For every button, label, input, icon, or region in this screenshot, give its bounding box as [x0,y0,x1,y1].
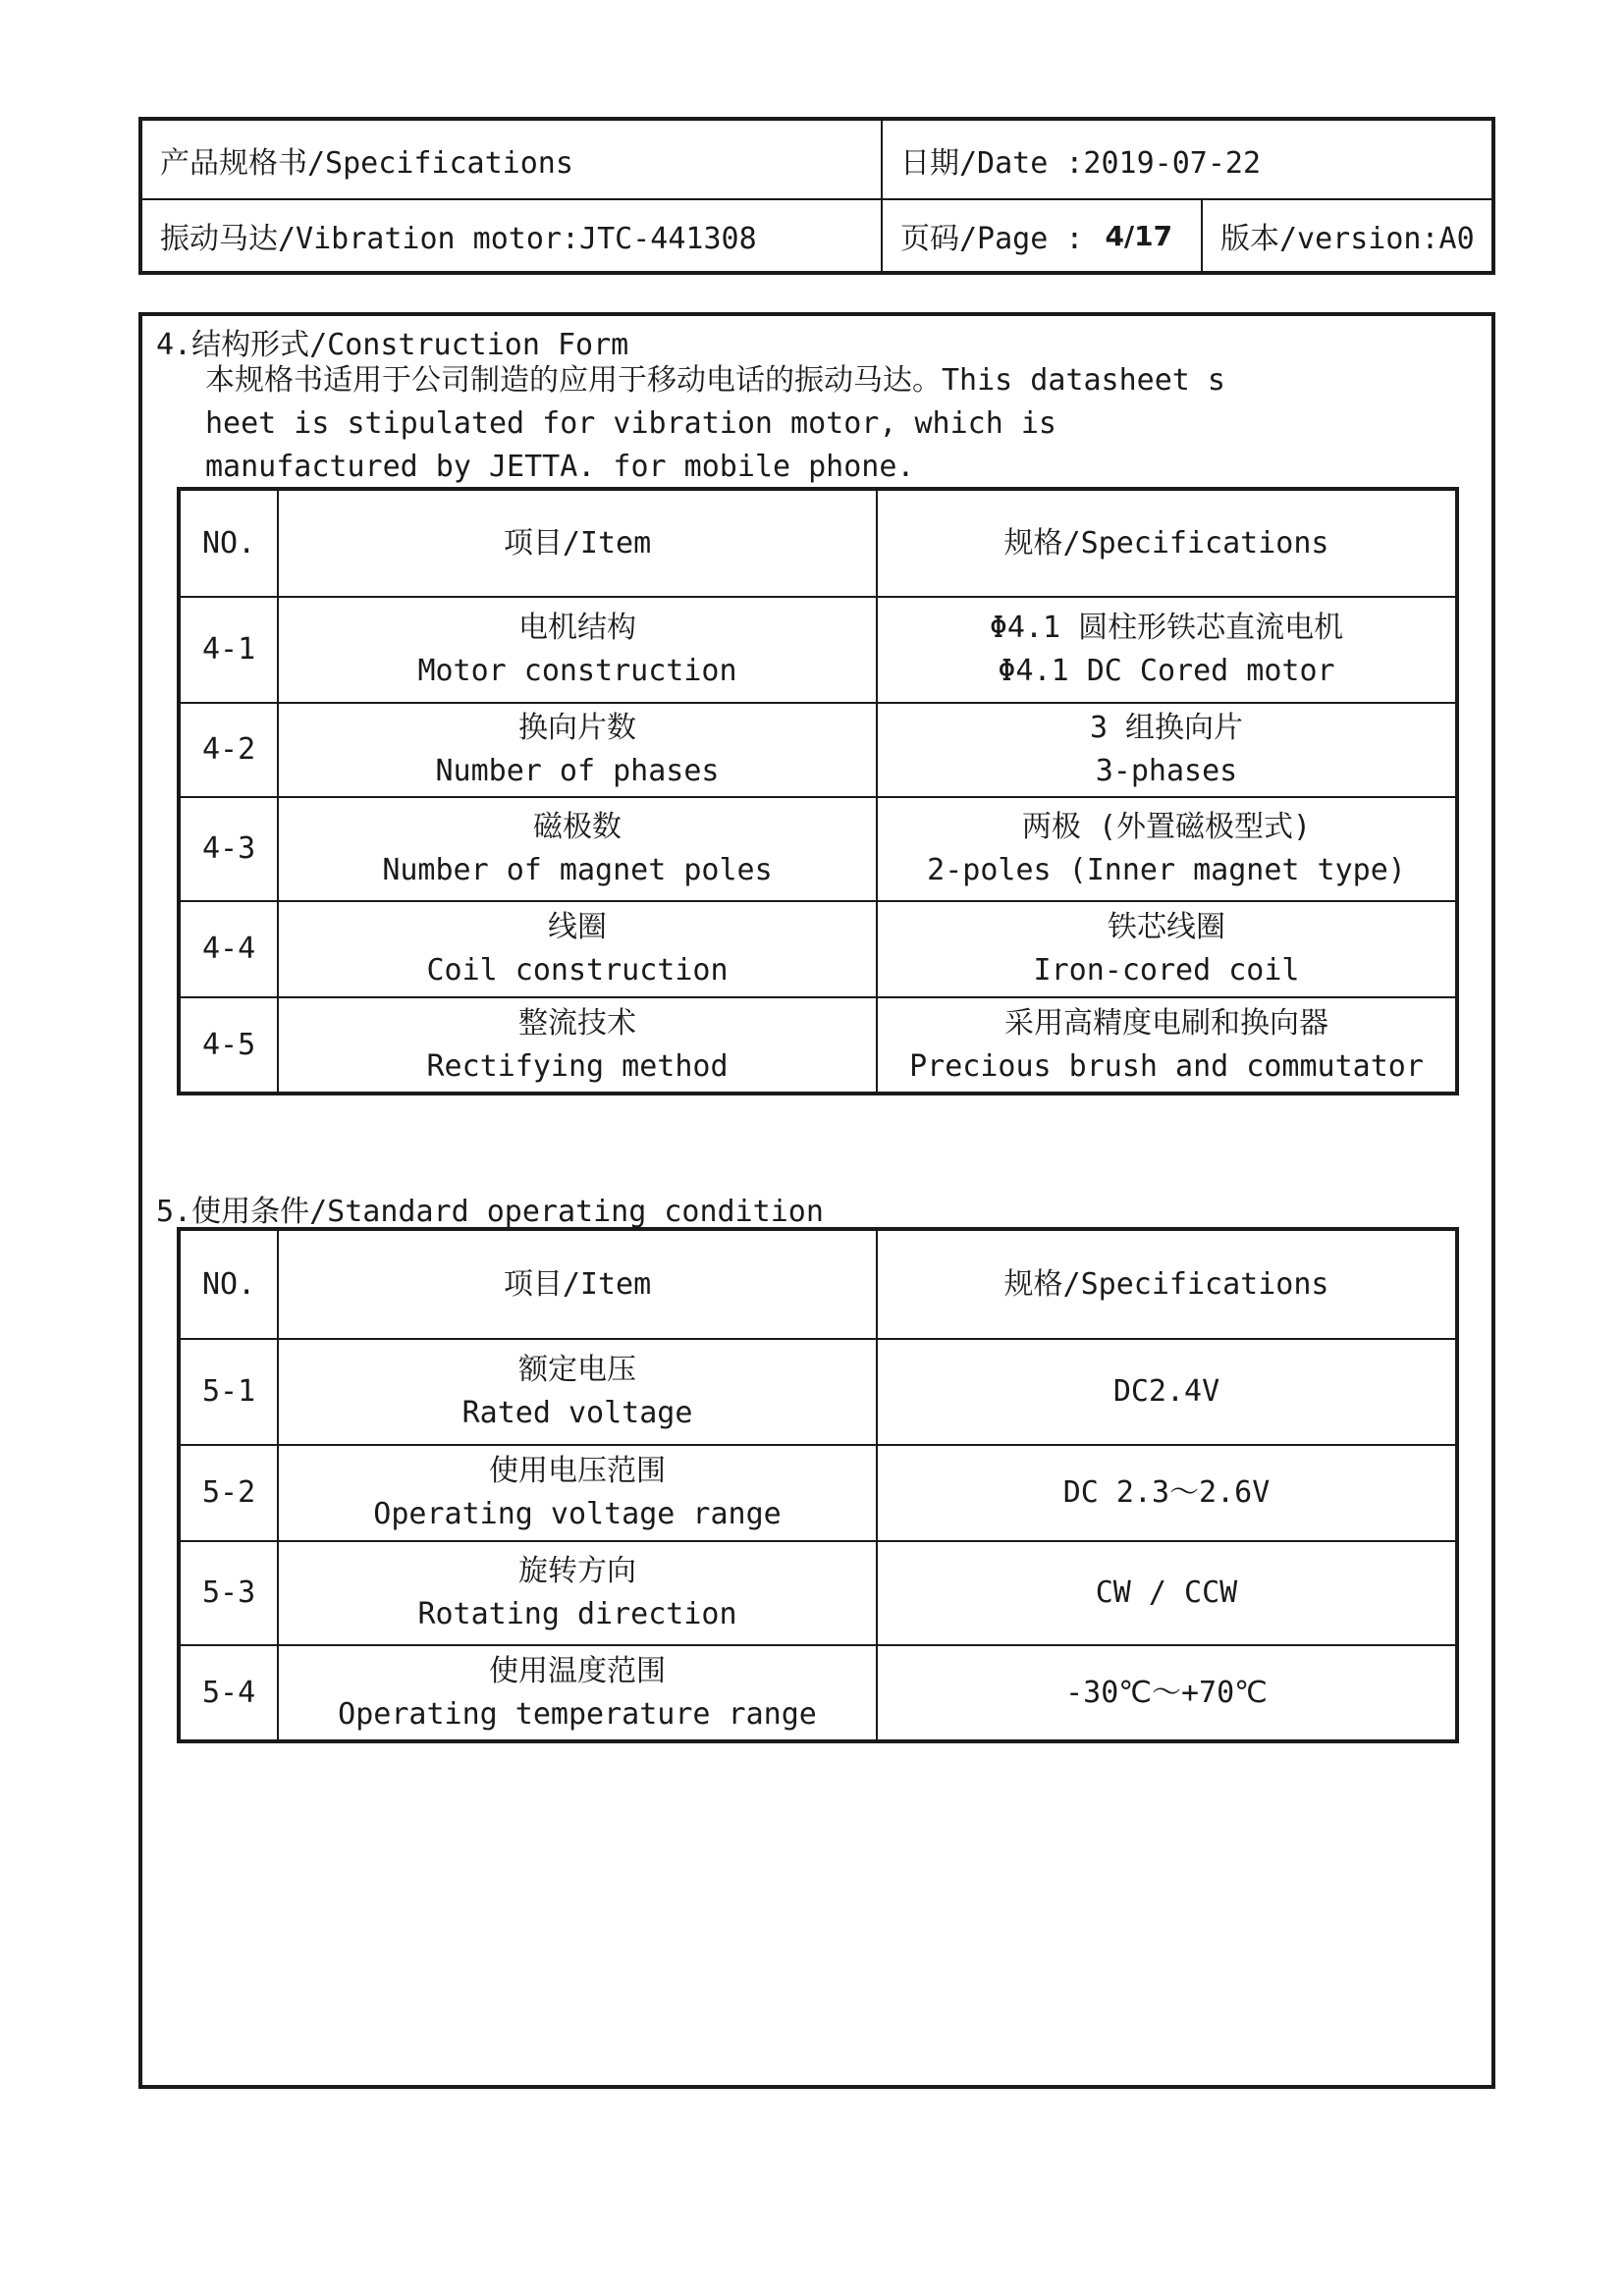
item-en: Operating voltage range [373,1497,782,1531]
row-spec [877,597,1457,703]
page-label: 页码/Page : [900,222,1084,256]
document-header [138,117,1495,275]
item-en: Operating temperature range [338,1696,817,1732]
row-item [278,597,877,703]
row-item [278,1339,877,1445]
table-row [179,901,1457,997]
col-no-header: NO. [179,489,278,597]
item-en: Motor construction [417,654,737,688]
item-en: Rated voltage [461,1396,693,1430]
row-spec: -30℃～+70℃ [877,1645,1457,1741]
spec-cn: 两极 (外置磁极型式) [1021,810,1312,844]
col-spec-header: 规格/Specifications [877,1229,1457,1339]
product-name: 振动马达/Vibration motor:JTC-441308 [160,222,757,256]
row-item [278,1645,877,1741]
version-field: 版本/version:A0 [1220,222,1475,256]
table-row [179,1541,1457,1645]
col-item-header: 项目/Item [278,1229,877,1339]
item-cn: 使用电压范围 [489,1454,666,1488]
table-row [179,1645,1457,1741]
table-row [179,597,1457,703]
spec-en: Precious brush and commutator [909,1048,1424,1084]
spec-cn: 铁芯线圈 [1108,910,1225,944]
item-en: Rotating direction [417,1597,737,1631]
row-no: 4-2 [179,703,278,797]
spec-title: 产品规格书/Specifications [160,145,573,181]
item-cn: 电机结构 [518,611,636,645]
spec-en: Φ4.1 DC Cored motor [998,654,1335,688]
item-cn: 旋转方向 [518,1554,636,1588]
item-en: Number of magnet poles [382,853,773,887]
table-header-row [179,489,1457,597]
item-cn: 线圈 [548,910,607,944]
table-row [179,997,1457,1094]
spec-cn: 3 组换向片 [1089,711,1244,745]
row-no: 4-1 [179,597,278,703]
spec-cn: Φ4.1 圆柱形铁芯直流电机 [989,611,1344,645]
section-5-title: 5.使用条件/Standard operating condition [156,1195,824,1229]
section-4-intro [205,359,1225,489]
row-item [278,797,877,901]
row-spec: DC2.4V [877,1339,1457,1445]
item-cn: 额定电压 [518,1353,636,1387]
row-spec [877,901,1457,997]
intro-line: manufactured by JETTA. for mobile phone. [205,450,915,484]
row-item [278,901,877,997]
item-cn: 磁极数 [533,810,622,844]
intro-line: heet is stipulated for vibration motor, which is [205,406,1056,441]
construction-table [177,487,1459,1095]
row-spec [877,703,1457,797]
item-cn: 整流技术 [518,1005,636,1041]
date-field: 日期/Date :2019-07-22 [900,145,1262,181]
header-vdivider [881,121,883,271]
table-row [179,797,1457,901]
row-item [278,1445,877,1541]
row-spec [877,797,1457,901]
row-no: 5-1 [179,1339,278,1445]
spec-en: 3-phases [1095,754,1238,788]
col-item-header: 项目/Item [278,489,877,597]
operating-condition-table [177,1227,1459,1743]
col-spec-header: 规格/Specifications [877,489,1457,597]
row-spec: DC 2.3～2.6V [877,1445,1457,1541]
row-no: 5-2 [179,1445,278,1541]
row-item [278,703,877,797]
spec-en: 2-poles (Inner magnet type) [927,853,1406,887]
col-no-header: NO. [179,1229,278,1339]
spec-en: Iron-cored coil [1033,953,1300,988]
row-spec [877,997,1457,1094]
row-item [278,997,877,1094]
intro-line: 本规格书适用于公司制造的应用于移动电话的振动马达。This datasheet s [205,363,1225,398]
item-cn: 换向片数 [518,711,636,745]
row-spec: CW / CCW [877,1541,1457,1645]
table-row [179,1445,1457,1541]
table-row [179,703,1457,797]
section-4-title: 4.结构形式/Construction Form [156,328,629,362]
row-item [278,1541,877,1645]
item-en: Number of phases [435,754,720,788]
item-cn: 使用温度范围 [489,1653,666,1688]
spec-cn: 采用高精度电刷和换向器 [1004,1005,1328,1041]
item-en: Coil construction [426,953,729,988]
row-no: 5-4 [179,1645,278,1741]
row-no: 4-3 [179,797,278,901]
row-no: 4-4 [179,901,278,997]
page-field [883,200,1201,271]
page-number: 4/17 [1105,219,1173,252]
table-header-row [179,1229,1457,1339]
header-vdivider-2 [1201,198,1203,271]
row-no: 4-5 [179,997,278,1094]
item-en: Rectifying method [426,1048,729,1084]
row-no: 5-3 [179,1541,278,1645]
table-row [179,1339,1457,1445]
